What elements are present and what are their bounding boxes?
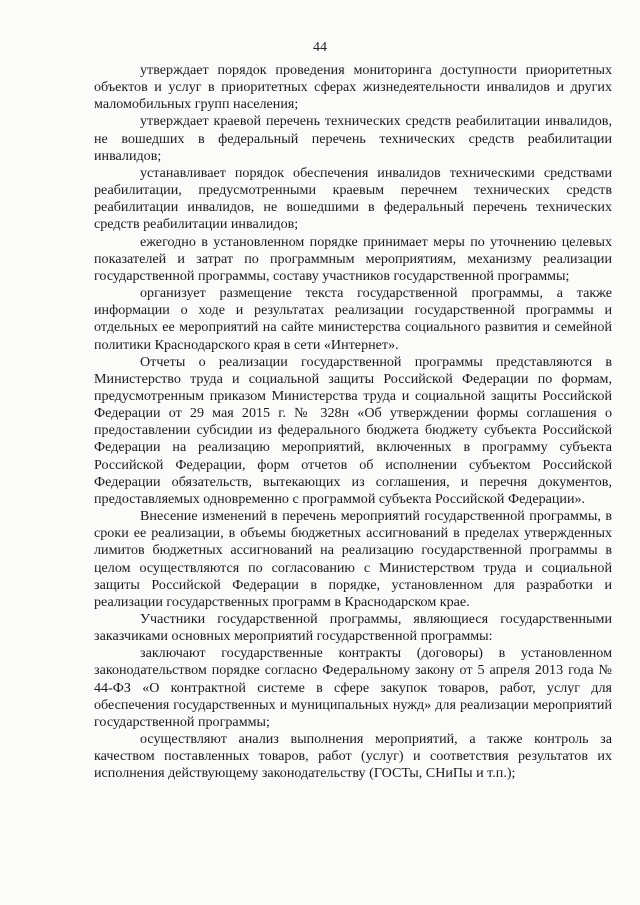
paragraph: осуществляют анализ выполнения мероприятий, а также контроль за качеством поставленных товаров, работ (услуг) и соответствия результатов их исполнения действующему законодательству (ГОСТы, СНиПы и т.п.); xyxy=(94,731,612,782)
paragraph: ежегодно в установленном порядке принимает меры по уточнению целевых показателей и затрат по программным мероприятиям, механизму реализации государственной программы, составу участников государственной программы; xyxy=(94,233,612,284)
page-number: 44 xyxy=(313,40,327,55)
paragraph: утверждает краевой перечень технических средств реабилитации инвалидов, не вошедших в федеральный перечень технических средств реабилитации инвалидов; xyxy=(94,113,612,164)
paragraph: заключают государственные контракты (договоры) в установленном законодательством порядке согласно Федеральному закону от 5 апреля 2013 года № 44-ФЗ «О контрактной системе в сфере закупок товаров, работ, услуг для обеспечения государственных и муниципальных нужд» для реализации мероприятий государственной программы; xyxy=(94,645,612,730)
paragraph: устанавливает порядок обеспечения инвалидов техническими средствами реабилитации, предусмотренными краевым перечнем технических средств реабилитации инвалидов, не вошедшими в федеральный перечень технических средств реабилитации инвалидов; xyxy=(94,164,612,233)
paragraph: Участники государственной программы, являющиеся государственными заказчиками основных мероприятий государственной программы: xyxy=(94,611,612,645)
document-body xyxy=(94,62,612,783)
paragraph: Отчеты о реализации государственной программы представляются в Министерство труда и социальной защиты Российской Федерации по формам, предусмотренным приказом Министерства труда и социальной защиты Российской Федерации от 29 мая 2015 г. № 328н «Об утверждении формы соглашения о предоставлении субсидии из федерального бюджета бюджету субъекта Российской Федерации на реализацию мероприятий, включенных в программу субъекта Российской Федерации, форм отчетов об исполнении субъектом Российской Федерации обязательств, вытекающих из соглашения, и перечня документов, предоставляемых одновременно с программой субъекта Российской Федерации». xyxy=(94,353,612,507)
paragraph: организует размещение текста государственной программы, а также информации о ходе и результатах реализации государственной программы и отдельных ее мероприятий на сайте министерства социального развития и семейной политики Краснодарского края в сети «Интернет». xyxy=(94,285,612,353)
paragraph: Внесение изменений в перечень мероприятий государственной программы, в сроки ее реализации, в объемы бюджетных ассигнований в пределах утвержденных лимитов бюджетных ассигнований на реализацию государственной программы в целом осуществляются по согласованию с Министерством труда и социальной защиты Российской Федерации в порядке, установленном для разработки и реализации государственных программ в Краснодарском крае. xyxy=(94,508,612,610)
paragraph: утверждает порядок проведения мониторинга доступности приоритетных объектов и услуг в приоритетных сферах жизнедеятельности инвалидов и других маломобильных групп населения; xyxy=(94,62,612,113)
